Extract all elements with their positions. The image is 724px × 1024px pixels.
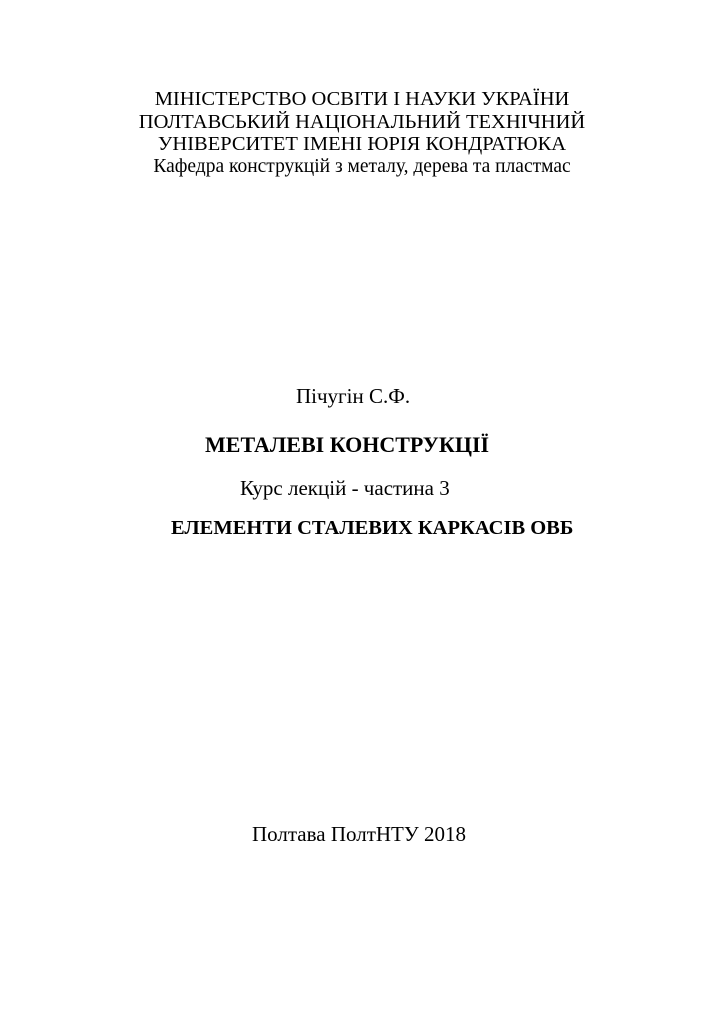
ministry-name: МІНІСТЕРСТВО ОСВІТИ І НАУКИ УКРАЇНИ xyxy=(154,88,570,110)
document-title: МЕТАЛЕВІ КОНСТРУКЦІЇ xyxy=(205,432,490,457)
author-name: Пічугін С.Ф. xyxy=(296,384,411,408)
university-name-line-2: УНІВЕРСИТЕТ ІМЕНІ ЮРІЯ КОНДРАТЮКА xyxy=(157,133,567,155)
document-subtitle: Курс лекцій - частина 3 xyxy=(240,476,450,500)
university-name-line-1: ПОЛТАВСЬКИЙ НАЦІОНАЛЬНИЙ ТЕХНІЧНИЙ xyxy=(138,110,586,133)
publication-imprint: Полтава ПолтНТУ 2018 xyxy=(252,822,466,846)
institution-header xyxy=(0,88,724,178)
section-title: ЕЛЕМЕНТИ СТАЛЕВИХ КАРКАСІВ ОВБ xyxy=(171,517,574,539)
department-name: Кафедра конструкцій з металу, дерева та пластмас xyxy=(153,155,571,177)
